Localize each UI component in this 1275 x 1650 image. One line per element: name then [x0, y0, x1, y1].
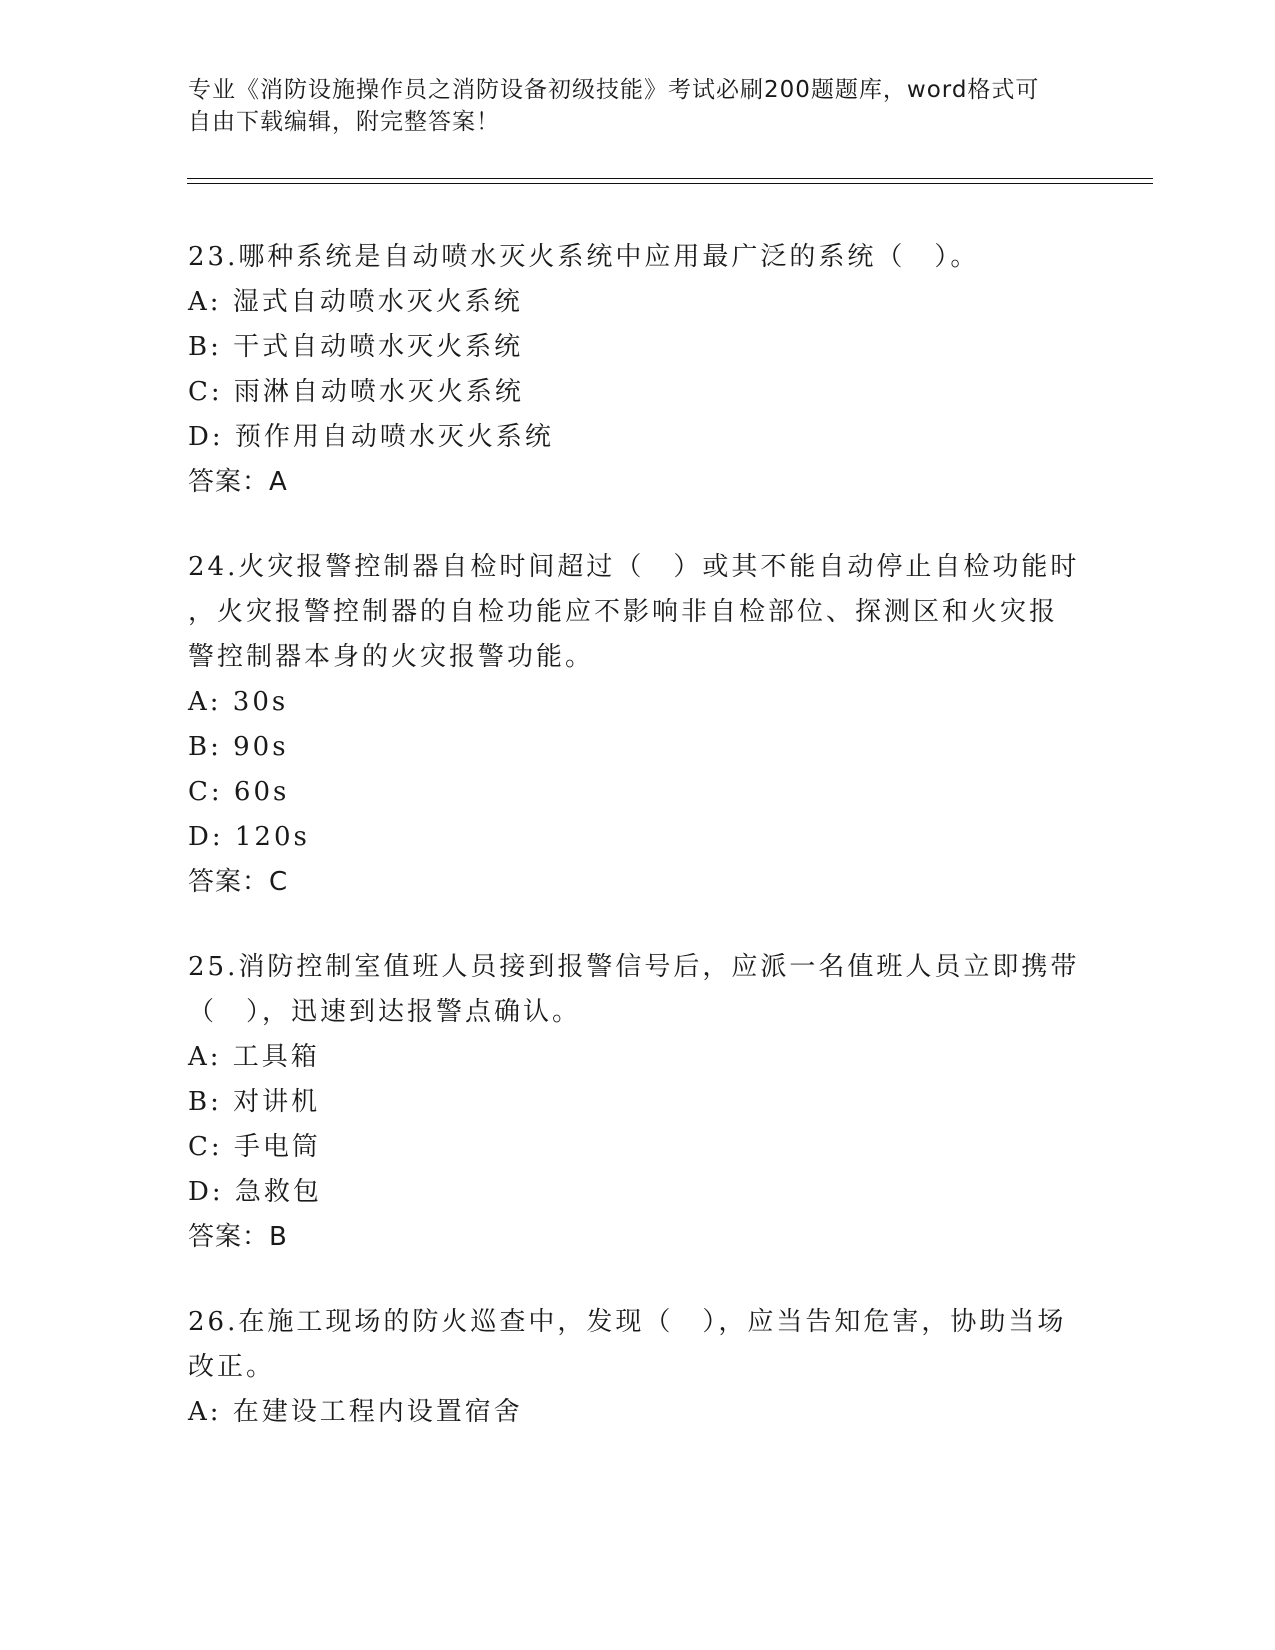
- document-header: [188, 74, 1068, 138]
- question-23: [188, 235, 1088, 505]
- question-25: [188, 945, 1088, 1260]
- question-text: [188, 1300, 1088, 1390]
- option-a: A: 工具箱: [188, 1042, 320, 1072]
- option-a: A: 湿式自动喷水灭火系统: [188, 287, 523, 317]
- header-divider-bottom: [187, 183, 1153, 184]
- question-list: [188, 235, 1088, 1475]
- header-line-2: 自由下载编辑，附完整答案！: [188, 109, 500, 135]
- question-26: [188, 1300, 1088, 1435]
- question-text: [188, 545, 1088, 680]
- answer-label: 答案：C: [188, 867, 289, 897]
- question-text-line: 警控制器本身的火灾报警功能。: [188, 642, 595, 672]
- header-divider-top: [187, 178, 1153, 179]
- option-b: B: 干式自动喷水灭火系统: [188, 332, 524, 362]
- option-c: C: 雨淋自动喷水灭火系统: [188, 377, 524, 407]
- answer-label: 答案：A: [188, 467, 288, 497]
- question-text: [188, 945, 1088, 1035]
- question-text-line: 23.哪种系统是自动喷水灭火系统中应用最广泛的系统（ ）。: [188, 242, 980, 272]
- question-text-line: 25.消防控制室值班人员接到报警信号后，应派一名值班人员立即携带: [188, 952, 1080, 982]
- option-d: D: 急救包: [188, 1177, 322, 1207]
- question-text-line: （ ），迅速到达报警点确认。: [188, 997, 582, 1027]
- question-text-line: ，火灾报警控制器的自检功能应不影响非自检部位、探测区和火灾报: [188, 597, 1059, 627]
- answer-label: 答案：B: [188, 1222, 288, 1252]
- question-text-line: 24.火灾报警控制器自检时间超过（ ）或其不能自动停止自检功能时: [188, 552, 1080, 582]
- question-text: [188, 235, 1088, 280]
- option-a: A: 30s: [188, 687, 289, 717]
- question-text-line: 改正。: [188, 1352, 276, 1382]
- question-24: [188, 545, 1088, 905]
- option-c: C: 60s: [188, 777, 290, 807]
- option-b: B: 90s: [188, 732, 289, 762]
- header-line-1: 专业《消防设施操作员之消防设备初级技能》考试必刷200题题库，word格式可: [188, 77, 1040, 103]
- option-d: D: 120s: [188, 822, 310, 852]
- option-c: C: 手电筒: [188, 1132, 321, 1162]
- option-d: D: 预作用自动喷水灭火系统: [188, 422, 554, 452]
- question-text-line: 26.在施工现场的防火巡查中，发现（ ），应当告知危害，协助当场: [188, 1307, 1067, 1337]
- option-a: A: 在建设工程内设置宿舍: [188, 1397, 523, 1427]
- option-b: B: 对讲机: [188, 1087, 321, 1117]
